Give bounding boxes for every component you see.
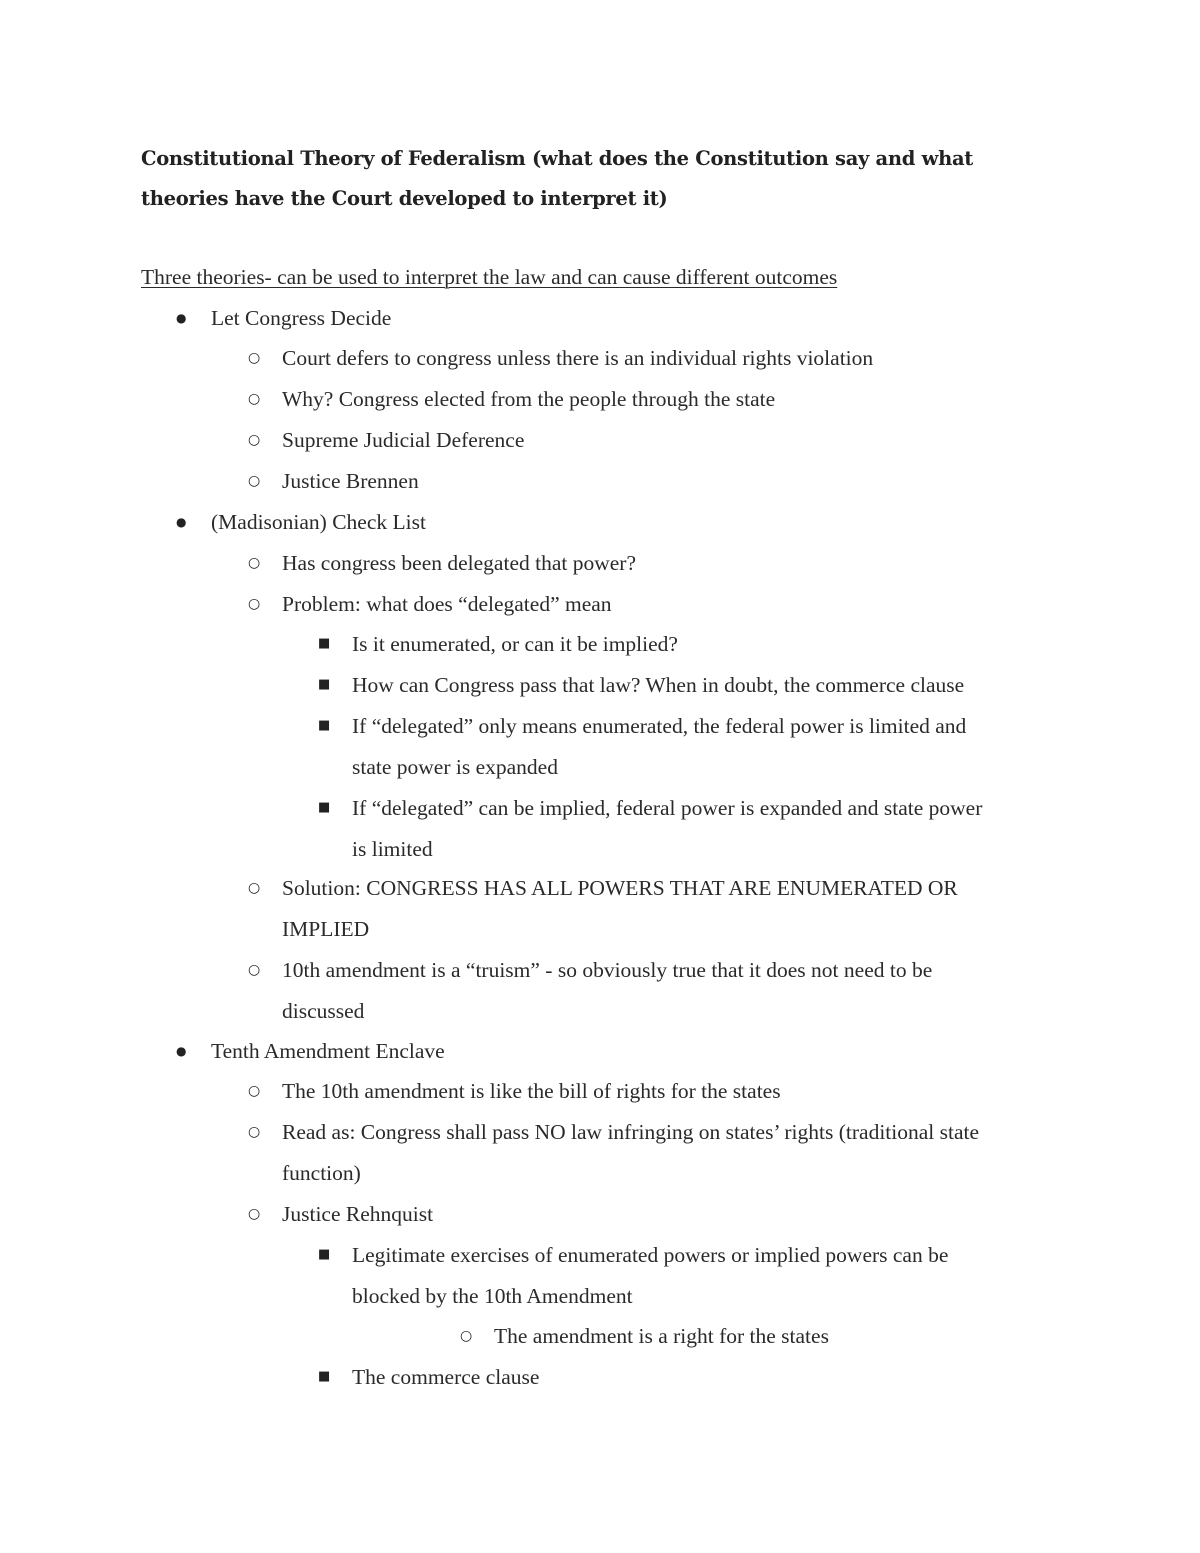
list-item: The amendment is a right for the states bbox=[494, 1324, 829, 1348]
list-item: Court defers to congress unless there is an individual rights violation bbox=[282, 346, 874, 370]
list-item: Problem: what does “delegated” mean bbox=[282, 592, 612, 616]
bullet-marker: ○ bbox=[248, 473, 261, 489]
list-item: Let Congress Decide bbox=[211, 306, 392, 330]
bullet-marker: ■ bbox=[318, 800, 331, 815]
list-item: The commerce clause bbox=[352, 1365, 540, 1389]
list-item: If “delegated” can be implied, federal power is expanded and state power bbox=[352, 796, 983, 820]
list-item-continuation: is limited bbox=[352, 837, 433, 861]
bullet-marker: ● bbox=[176, 515, 187, 529]
document-title: Constitutional Theory of Federalism (what does the Constitution say and what theories have the Court developed to interpret it) bbox=[141, 147, 974, 210]
list-item-continuation: IMPLIED bbox=[282, 917, 370, 941]
bullet-marker: ■ bbox=[318, 636, 331, 651]
bullet-marker: ■ bbox=[318, 1247, 331, 1262]
list-item: Solution: CONGRESS HAS ALL POWERS THAT ARE ENUMERATED OR bbox=[282, 876, 958, 900]
list-item: Legitimate exercises of enumerated powers or implied powers can be bbox=[352, 1243, 949, 1267]
list-item: The 10th amendment is like the bill of rights for the states bbox=[282, 1079, 781, 1103]
bullet-marker: ■ bbox=[318, 677, 331, 692]
list-item: Is it enumerated, or can it be implied? bbox=[352, 632, 678, 656]
bullet-marker: ○ bbox=[460, 1328, 473, 1344]
list-item: If “delegated” only means enumerated, the federal power is limited and bbox=[352, 714, 967, 738]
bullet-marker: ○ bbox=[248, 555, 261, 571]
list-item: Has congress been delegated that power? bbox=[282, 551, 637, 575]
list-item: Read as: Congress shall pass NO law infringing on states’ rights (traditional state bbox=[282, 1120, 980, 1144]
list-item: Supreme Judicial Deference bbox=[282, 428, 525, 452]
section-heading: Three theories- can be used to interpret the law and can cause different outcomes bbox=[141, 265, 838, 289]
bullet-marker: ● bbox=[176, 311, 187, 325]
list-item-continuation: function) bbox=[282, 1161, 361, 1185]
list-item: 10th amendment is a “truism” - so obviously true that it does not need to be bbox=[282, 958, 933, 982]
bullet-marker: ■ bbox=[318, 718, 331, 733]
list-item: Justice Brennen bbox=[282, 469, 419, 493]
list-item: Justice Rehnquist bbox=[282, 1202, 434, 1226]
bullet-marker: ○ bbox=[248, 1206, 261, 1222]
list-item: Tenth Amendment Enclave bbox=[211, 1039, 445, 1063]
list-item-continuation: blocked by the 10th Amendment bbox=[352, 1284, 633, 1308]
list-item: Why? Congress elected from the people through the state bbox=[282, 387, 776, 411]
bullet-marker: ○ bbox=[248, 391, 261, 407]
bullet-marker: ○ bbox=[248, 1124, 261, 1140]
list-item: (Madisonian) Check List bbox=[211, 510, 426, 534]
bullet-marker: ○ bbox=[248, 432, 261, 448]
bullet-marker: ● bbox=[176, 1044, 187, 1058]
bullet-marker: ○ bbox=[248, 962, 261, 978]
bullet-marker: ○ bbox=[248, 880, 261, 896]
list-item-continuation: discussed bbox=[282, 999, 365, 1023]
bullet-marker: ■ bbox=[318, 1369, 331, 1384]
bullet-marker: ○ bbox=[248, 596, 261, 612]
list-item: How can Congress pass that law? When in doubt, the commerce clause bbox=[352, 673, 965, 697]
bullet-marker: ○ bbox=[248, 1083, 261, 1099]
bullet-marker: ○ bbox=[248, 350, 261, 366]
list-item-continuation: state power is expanded bbox=[352, 755, 558, 779]
